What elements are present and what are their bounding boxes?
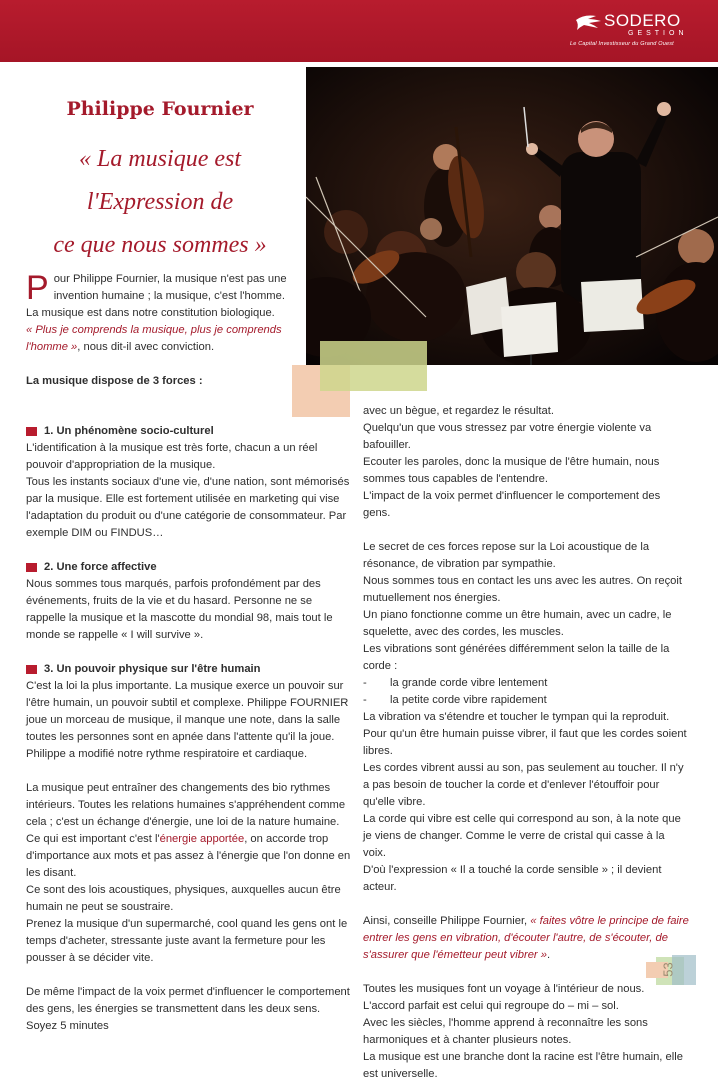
right-p16: L'accord parfait est celui qui regroupe do – mi – sol. <box>363 1000 619 1012</box>
right-p7: Un piano fonctionne comme un être humain, avec un cadre, le squelette, avec des cordes, les muscles. <box>363 609 672 638</box>
right-p5: Le secret de ces forces repose sur la Loi acoustique de la résonance, de vibration par sympathie. <box>363 541 650 570</box>
paragraph-7: Prenez la musique d'un supermarché, cool quand les gens ont le temps d'acheter, stressante juste avant la fermeture pour les pousser à se décider vite. <box>26 918 348 964</box>
right-p9: La vibration va s'étendre et toucher le tympan qui la reproduit. <box>363 711 670 723</box>
bird-logo-icon <box>574 12 604 34</box>
red-square-icon <box>26 665 37 674</box>
section-1-title: 1. Un phénomène socio-culturel <box>26 423 351 440</box>
right-p1: avec un bègue, et regardez le résultat. <box>363 405 554 417</box>
right-p8: Les vibrations sont générées différemment selon la taille de la corde : <box>363 643 670 672</box>
red-square-icon <box>26 563 37 572</box>
paragraph-8: De même l'impact de la voix permet d'influencer le comportement des gens, les énergies se transmettent dans les deux sens. Soyez 5 minutes <box>26 986 350 1032</box>
brand-subtitle: GESTION <box>628 30 688 37</box>
right-p2: Quelqu'un que vous stressez par votre énergie violente va bafouiller. <box>363 422 652 451</box>
right-p12: La corde qui vibre est celle qui correspond au son, à la note que je viens de changer. Comme le verre de cristal qui casse à la voix. <box>363 813 681 859</box>
brand-tagline: Le Capital Investisseur du Grand Ouest <box>570 41 674 47</box>
paragraph-4: La musique peut entraîner des changements des bio rythmes intérieurs. Toutes les relations humaines s'appréhendent comme cela ; c'est un échange d'énergie, une loi de la nature humaine. <box>26 782 346 828</box>
header-bar <box>0 0 718 62</box>
headline-quote: « La musique est l'Expression de ce que nous sommes » <box>53 146 267 258</box>
drop-cap: P <box>26 269 49 307</box>
right-p14: Ainsi, conseille Philippe Fournier, « faites vôtre le principe de faire entrer les gens en vibration, d'écouter l'autre, de s'écouter, de s'assurer que l'émetteur peut vibrer ». <box>363 915 689 961</box>
interviewee-name: Philippe Fournier <box>66 98 254 120</box>
right-p3: Ecouter les paroles, donc la musique de l'être humain, nous sommes tous capables de l'entendre. <box>363 456 660 485</box>
intro-quote: « Plus je comprends la musique, plus je comprends l'homme » <box>26 324 282 353</box>
right-column <box>363 403 690 1083</box>
right-p15: Toutes les musiques font un voyage à l'intérieur de nous. <box>363 983 645 995</box>
sodero-logo <box>570 10 704 52</box>
section-3-title: 3. Un pouvoir physique sur l'être humain <box>26 661 351 678</box>
paragraph-6: Ce sont des lois acoustiques, physiques, auxquelles aucun être humain ne peut se soustraire. <box>26 884 341 913</box>
section-3-p2: Philippe a modifié notre rythme respiratoire et cardiaque. <box>26 748 308 760</box>
left-column <box>26 373 351 1035</box>
intro-paragraph: Pour Philippe Fournier, la musique n'est pas une invention humaine ; la musique, c'est l'homme. La musique est dans notre constitution biologique. « Plus je comprends la musique, plus je comprends l'homme », nous dit-il avec conviction. <box>26 269 287 353</box>
right-p17: Avec les siècles, l'homme apprend à reconnaître les sons harmoniques et à chanter plusieurs notes. <box>363 1017 648 1046</box>
paragraph-5: Ce qui est important c'est l'énergie apportée, on accorde trop d'importance aux mots et pas assez à l'énergie que l'on donne en les disant. <box>26 833 351 879</box>
page-number: 53 <box>660 962 676 977</box>
right-p6: Nous sommes tous en contact les uns avec les autres. On reçoit mutuellement nos énergies. <box>363 575 682 604</box>
bullet-1: - la grande corde vibre lentement <box>363 677 548 689</box>
section-1-p1: L'identification à la musique est très forte, chacun a un réel pouvoir d'appropriation de la musique. <box>26 442 318 471</box>
section-1-p2: Tous les instants sociaux d'une vie, d'une nation, sont mémorisés par la musique. Elle est fortement utilisée en marketing qui vise l'adaptation du produit ou d'une catégorie de consommateur. Par exemple DIM ou FINDUS… <box>26 476 350 539</box>
right-p18: La musique est une branche dont la racine est l'être humain, elle est universelle. <box>363 1051 683 1080</box>
orchestra-conductor-photo-icon <box>306 67 718 365</box>
right-p13: D'où l'expression « Il a touché la corde sensible » ; il devient acteur. <box>363 864 662 893</box>
forces-title: La musique dispose de 3 forces : <box>26 375 203 387</box>
brand-name: SODERO <box>604 11 681 30</box>
red-square-icon <box>26 427 37 436</box>
right-p4: L'impact de la voix permet d'influencer le comportement des gens. <box>363 490 661 519</box>
section-2-title: 2. Une force affective <box>26 559 351 576</box>
section-3-p1: C'est la loi la plus importante. La musique exerce un pouvoir sur l'être humain, un pouvoir subtil et complexe. Philippe FOURNIER joue un morceau de musique, il manque une note, dans la salle toutes les personnes sont en apnée dans l'attente qu'il la joue. <box>26 680 349 743</box>
right-p11: Les cordes vibrent aussi au son, pas seulement au toucher. Il n'y a pas besoin de toucher la corde et d'enlever l'étouffoir pour qu'elle vibre. <box>363 762 684 808</box>
orchestra-photo <box>306 67 718 365</box>
bullet-2: - la petite corde vibre rapidement <box>363 694 547 706</box>
section-2-p1: Nous sommes tous marqués, parfois profondément par des événements, fruits de la vie et du hasard. Personne ne se rappelle la musique et la mascotte du mondial 98, mais tout le monde se rappelle « I will survive ». <box>26 578 333 641</box>
right-p10: Pour qu'un être humain puisse vibrer, il faut que les cordes soient libres. <box>363 728 687 757</box>
